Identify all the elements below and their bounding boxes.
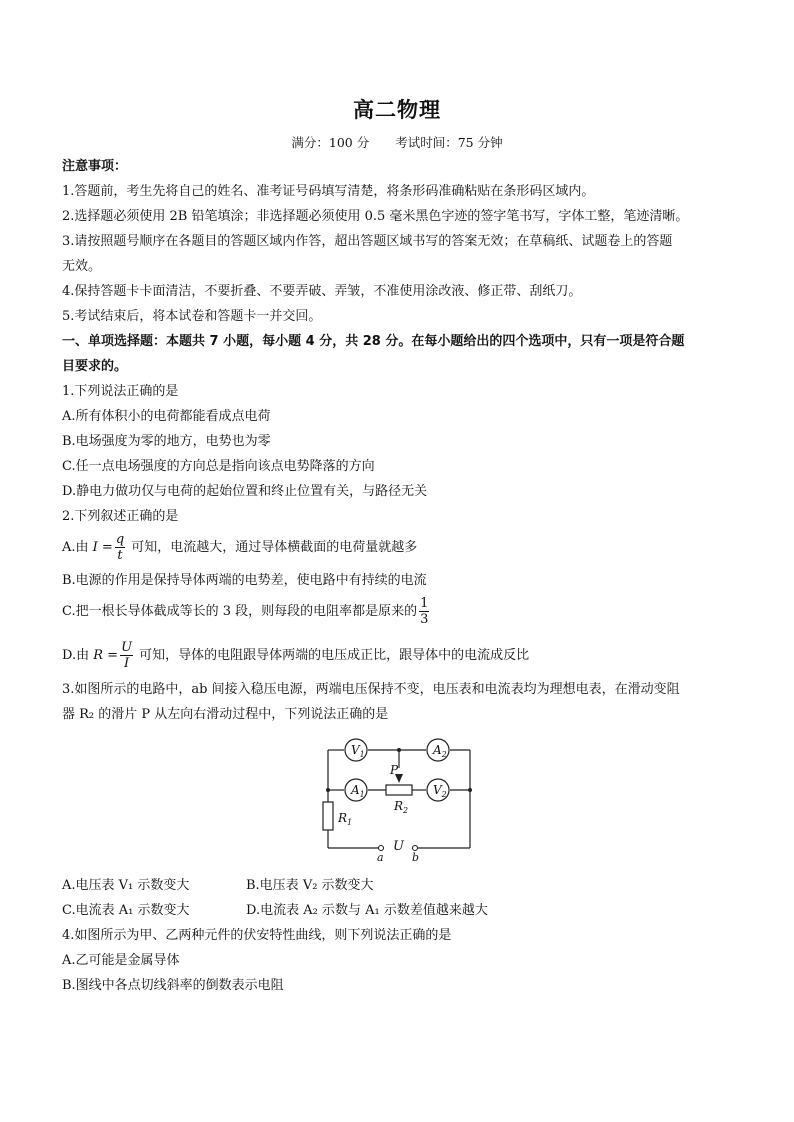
junction-dot <box>397 748 401 752</box>
question-1-option-d: D.静电力做功仅与电荷的起始位置和终止位置有关，与路径无关 <box>62 484 428 499</box>
question-2-option-a: A.由 I = $\frac{q}{t}$ 可知，电流越大，通过导体横截面的电荷量就越多 <box>62 532 418 563</box>
label-a1: $A_1$ <box>351 783 365 799</box>
notice-item: 1.答题前，考生先将自己的姓名、准考证号码填写清楚，将条形码准确粘贴在条形码区域内。 <box>62 184 595 199</box>
question-1-option-c: C.任一点电场强度的方向总是指向该点电势降落的方向 <box>62 459 375 474</box>
question-4-option-a: A.乙可能是金属导体 <box>62 953 180 968</box>
question-4-stem: 4.如图所示为甲、乙两种元件的伏安特性曲线，则下列说法正确的是 <box>62 928 452 943</box>
label-r2: $R_2$ <box>394 799 409 815</box>
question-3-option-b: B.电压表 V₂ 示数变大 <box>246 878 374 893</box>
circuit-diagram <box>322 738 482 862</box>
section-heading: 一、单项选择题：本题共 7 小题，每小题 4 分，共 28 分。在每小题给出的四个选项中，只有一项是符合题 <box>62 334 685 349</box>
question-2-option-d: D.由 R = $\frac{U}{I}$ 可知，导体的电阻跟导体两端的电压成正比，跟导体中的电流成反比 <box>62 640 530 671</box>
label-p: P <box>390 763 399 777</box>
notice-item: 5.考试结束后，将本试卷和答题卡一并交回。 <box>62 309 322 324</box>
label-v2: $V_2$ <box>433 783 447 799</box>
terminal-b-icon <box>413 846 418 851</box>
question-4-option-b: B.图线中各点切线斜率的倒数表示电阻 <box>62 978 284 993</box>
label-v1: $V_1$ <box>351 743 365 759</box>
question-1-option-b: B.电场强度为零的地方，电势也为零 <box>62 434 271 449</box>
resistor-r1-icon <box>323 802 333 830</box>
notice-heading: 注意事项： <box>62 159 128 174</box>
full-score: 满分：100 分 <box>291 135 370 150</box>
page-title: 高二物理 <box>353 98 441 122</box>
question-3-stem: 3.如图所示的电路中，ab 间接入稳压电源，两端电压保持不变，电压表和电流表均为理想电表，在滑动变阻 <box>62 682 680 697</box>
notice-item: 无效。 <box>62 259 102 274</box>
junction-dot <box>326 788 330 792</box>
question-2-option-c: C.把一根长导体截成等长的 3 段，则每段的电阻率都是原来的 $\frac{1}{3}$ <box>62 596 429 627</box>
label-u: U <box>393 839 404 854</box>
label-a: a <box>377 851 384 862</box>
question-3-option-a: A.电压表 V₁ 示数变大 <box>62 878 190 893</box>
exam-info <box>0 133 794 151</box>
question-2-stem: 2.下列叙述正确的是 <box>62 509 179 524</box>
section-heading-cont: 目要求的。 <box>62 359 128 374</box>
question-2-option-b: B.电源的作用是保持导体两端的电势差，使电路中有持续的电流 <box>62 573 427 588</box>
label-a2: $A_2$ <box>433 743 447 759</box>
question-3-option-d: D.电流表 A₂ 示数与 A₁ 示数差值越来越大 <box>246 903 488 918</box>
question-3-stem-cont: 器 R₂ 的滑片 P 从左向右滑动过程中，下列说法正确的是 <box>62 707 389 722</box>
question-3-option-c: C.电流表 A₁ 示数变大 <box>62 903 190 918</box>
question-1-option-a: A.所有体积小的电荷都能看成点电荷 <box>62 409 271 424</box>
terminal-a-icon <box>379 846 384 851</box>
label-b: b <box>412 851 420 862</box>
formula-fraction: $\frac{U}{I}$ <box>121 640 133 671</box>
notice-item: 2.选择题必须使用 2B 铅笔填涂；非选择题必须使用 0.5 毫米黑色字迹的签字笔书写，字体工整，笔迹清晰。 <box>62 209 689 224</box>
formula-fraction: $\frac{q}{t}$ <box>115 532 125 563</box>
formula-fraction: $\frac{1}{3}$ <box>420 596 429 627</box>
notice-item: 4.保持答题卡卡面清洁，不要折叠、不要弄破、弄皱，不准使用涂改液、修正带、刮纸刀。 <box>62 284 582 299</box>
exam-time: 考试时间：75 分钟 <box>395 135 503 150</box>
junction-dot <box>468 788 472 792</box>
label-r1: $R_1$ <box>338 811 353 827</box>
question-1-stem: 1.下列说法正确的是 <box>62 384 179 399</box>
resistor-r2-icon <box>386 785 412 795</box>
notice-item: 3.请按照题号顺序在各题目的答题区域内作答，超出答题区域书写的答案无效；在草稿纸、试题卷上的答题 <box>62 234 673 249</box>
